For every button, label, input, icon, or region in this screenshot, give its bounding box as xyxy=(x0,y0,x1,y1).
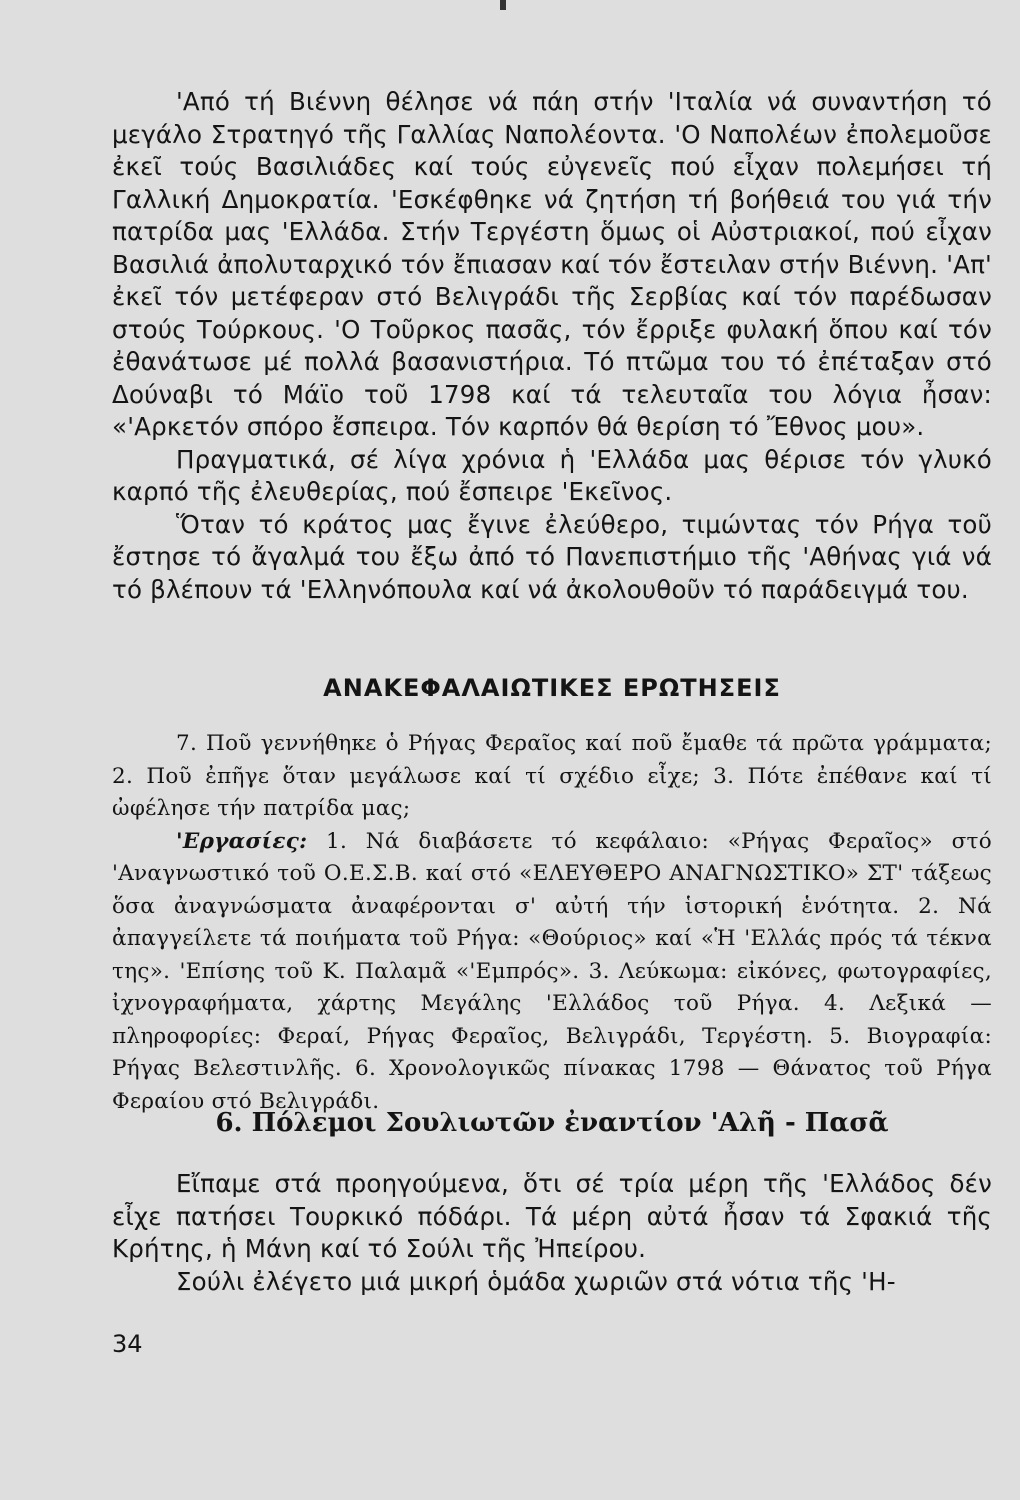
paragraph-freedom-harvest: Πραγματικά, σέ λίγα χρόνια ἡ 'Ελλάδα μας θέρισε τόν γλυκό καρπό τῆς ἐλευθερίας, πού ἔσπειρε 'Εκεῖνος. xyxy=(112,444,992,506)
paragraph-rigas-vienna: 'Από τή Βιέννη θέλησε νά πάη στήν 'Ιταλία νά συναντήση τό μεγάλο Στρατηγό τῆς Γαλλίας Ναπολέοντα. 'Ο Ναπολέων ἐπολεμοῦσε ἐκεῖ τούς Βασιλιάδες καί τούς εὐγενεῖς πού εἶχαν πολεμήσει τή Γαλλική Δημοκρατία. 'Εσκέφθηκε νά ζητήση τή βοήθειά του γιά τήν πατρίδα μας 'Ελλάδα. Στήν Τεργέστη ὅμως οἱ Αὐστριακοί, πού εἶχαν Βασιλιά ἀπολυταρχικό τόν ἔπιασαν καί τόν ἔστειλαν στήν Βιέννη. 'Απ' ἐκεῖ τόν μετέφεραν στό Βελιγράδι τῆς Σερβίας καί τόν παρέδωσαν στούς Τούρκους. 'Ο Τοῦρκος πασᾶς, τόν ἔρριξε φυλακή ὅπου καί τόν ἐθανάτωσε μέ πολλά βασανιστήρια. Τό πτῶμα του τό ἐπέταξαν στό Δούναβι τό Μάϊο τοῦ 1798 καί τά τελευταῖα του λόγια ἦσαν: «'Αρκετόν σπόρο ἔσπειρα. Τόν καρπόν θά θερίση τό Ἔθνος μου». xyxy=(112,87,992,441)
tasks-text: 1. Νά διαβάσετε τό κεφάλαιο: «Ρήγας Φεραῖος» στό 'Αναγνωστικό τοῦ Ο.Ε.Σ.Β. καί στό «ΕΛΕΥΘΕΡΟ ΑΝΑΓΝΩΣΤΙΚΟ» ΣΤ' τάξεως ὅσα ἀναγνώσματα ἀναφέρονται σ' αὐτή τήν ἱστορική ἑνότητα. 2. Νά ἀπαγγείλετε τά ποιήματα τοῦ Ρήγα: «Θούριος» καί «Ἡ 'Ελλάς πρός τά τέκνα της». 'Επίσης τοῦ Κ. Παλαμᾶ «'Εμπρός». 3. Λεύκωμα: εἰκόνες, φωτογραφίες, ἰχνογραφήματα, χάρτης Μεγάλης 'Ελλάδος τοῦ Ρήγα. 4. Λεξικά — πληροφορίες: Φεραί, Ρήγας Φεραῖος, Βελιγράδι, Τεργέστη. 5. Βιογραφία: Ρήγας Βελεστινλῆς. 6. Χρονολογικῶς πίνακας 1798 — Θάνατος τοῦ Ρήγα Φεραίου στό Βελιγράδι. xyxy=(112,828,992,1114)
tasks-paragraph xyxy=(112,826,992,1119)
section-heading: 6. Πόλεμοι Σουλιωτῶν ἐναντίον 'Αλῆ - Πασᾶ xyxy=(215,1108,889,1138)
review-questions xyxy=(112,728,992,1118)
page-number: 34 xyxy=(112,1330,143,1358)
paragraph-three-regions: Εἴπαμε στά προηγούμενα, ὅτι σέ τρία μέρη τῆς 'Ελλάδος δέν εἶχε πατήσει Τουρκικό πόδάρι. Τά μέρη αὐτά ἦσαν τά Σφακιά τῆς Κρήτης, ἡ Μάνη καί τό Σούλι τῆς Ἠπείρου. xyxy=(112,1169,992,1263)
top-edge-mark xyxy=(500,0,506,10)
questions-text: 7. Ποῦ γεννήθηκε ὁ Ρήγας Φεραῖος καί ποῦ ἔμαθε τά πρῶτα γράμματα; 2. Ποῦ ἐπῆγε ὅταν μεγάλωσε καί τί σχέδιο εἶχε; 3. Πότε ἐπέθανε καί τί ὠφέλησε τήν πατρίδα μας; xyxy=(112,731,992,821)
review-questions-heading: ΑΝΑΚΕΦΑΛΑΙΩΤΙΚΕΣ ΕΡΩΤΗΣΕΙΣ xyxy=(323,674,781,702)
paragraph-statue: Ὅταν τό κράτος μας ἔγινε ἐλεύθερο, τιμώντας τόν Ρήγα τοῦ ἔστησε τό ἄγαλμά του ἔξω ἀπό τό Πανεπιστήμιο τῆς 'Αθήνας γιά νά τό βλέπουν τά 'Ελληνόπουλα καί νά ἀκολουθοῦν τό παράδειγμά του. xyxy=(112,509,992,604)
paragraph-souli: Σούλι ἐλέγετο μιά μικρή ὁμάδα χωριῶν στά νότια τῆς 'Η- xyxy=(176,1266,896,1296)
intro-text xyxy=(112,86,992,606)
section-text xyxy=(112,1168,992,1298)
tasks-label: 'Εργασίες: xyxy=(176,828,308,854)
